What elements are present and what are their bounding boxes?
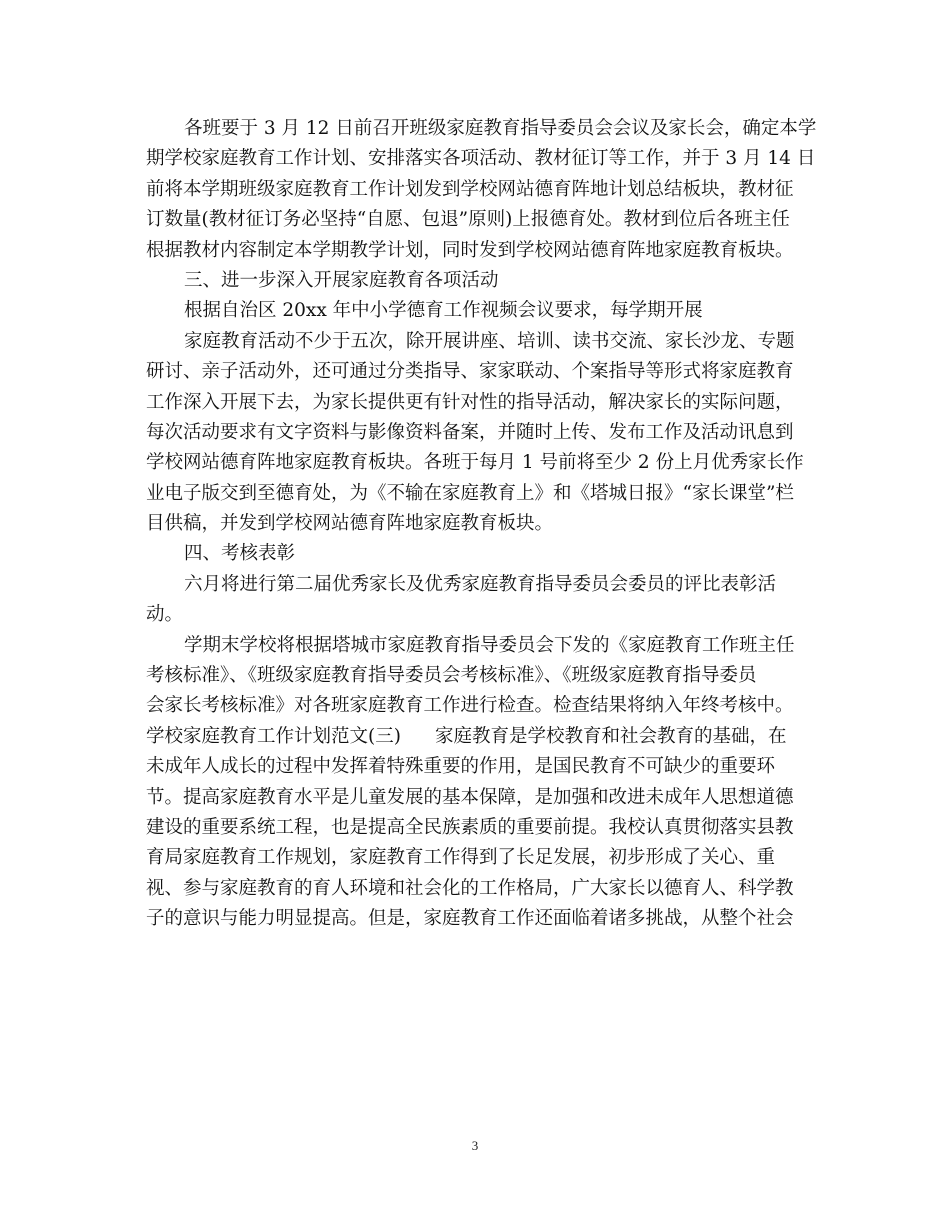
paragraph-line: 根据教材内容制定本学期教学计划，同时发到学校网站德育阵地家庭教育板块。: [146, 239, 794, 261]
paragraph-line: 根据自治区 20xx 年中小学德育工作视频会议要求，每学期开展: [184, 300, 703, 322]
paragraph-line: 会家长考核标准》对各班家庭教育工作进行检查。检查结果将纳入年终考核中。: [146, 695, 794, 717]
paragraph-line: 每次活动要求有文字资料与影像资料备案，并随时上传、发布工作及活动讯息到: [146, 421, 794, 443]
paragraph-line: 育局家庭教育工作规划，家庭教育工作得到了长足发展，初步形成了关心、重: [146, 847, 776, 869]
paragraph-line: 业电子版交到至德育处，为《不输在家庭教育上》和《塔城日报》“家长课堂”栏: [146, 482, 794, 504]
paragraph-line: 考核标准》、《班级家庭教育指导委员会考核标准》、《班级家庭教育指导委员: [146, 665, 757, 687]
paragraph-line: 子的意识与能力明显提高。但是，家庭教育工作还面临着诸多挑战，从整个社会: [146, 908, 794, 930]
paragraph-line: 各班要于 3 月 12 日前召开班级家庭教育指导委员会会议及家长会，确定本学: [184, 118, 817, 139]
paragraph-line: 前将本学期班级家庭教育工作计划发到学校网站德育阵地计划总结板块，教材征: [146, 178, 794, 200]
paragraph-line: [146, 722, 806, 752]
paragraph-line: 未成年人成长的过程中发挥着特殊重要的作用，是国民教育不可缺少的重要环: [146, 756, 776, 778]
paragraph-line: 目供稿，并发到学校网站德育阵地家庭教育板块。: [146, 513, 554, 535]
paragraph-line: 节。提高家庭教育水平是儿童发展的基本保障，是加强和改进未成年人思想道德: [146, 786, 794, 808]
section-heading: 三、进一步深入开展家庭教育各项活动: [184, 269, 499, 291]
paragraph-line: 六月将进行第二届优秀家长及优秀家庭教育指导委员会委员的评比表彰活: [184, 573, 777, 595]
paragraph-line: 期学校家庭教育工作计划、安排落实各项活动、教材征订等工作，并于 3 月 14 日: [146, 148, 816, 170]
paragraph-line: 视、参与家庭教育的育人环境和社会化的工作格局，广大家长以德育人、科学教: [146, 877, 794, 899]
paragraph-line: 建设的重要系统工程，也是提高全民族素质的重要前提。我校认真贯彻落实县教: [146, 816, 794, 838]
paragraph-text: 家庭教育是学校教育和社会教育的基础，在: [434, 725, 787, 747]
paragraph-line: 研讨、亲子活动外，还可通过分类指导、家家联动、个案指导等形式将家庭教育: [146, 361, 794, 383]
paragraph-line: 工作深入开展下去，为家长提供更有针对性的指导活动，解决家长的实际问题，: [146, 391, 794, 413]
section-heading: 四、考核表彰: [184, 543, 296, 565]
paragraph-line: 动。: [146, 604, 184, 626]
paragraph-line: 学校网站德育阵地家庭教育板块。各班于每月 1 号前将至少 2 份上月优秀家长作: [146, 452, 804, 474]
paragraph-line: 学期末学校将根据塔城市家庭教育指导委员会下发的《家庭教育工作班主任: [184, 634, 795, 656]
paragraph-line: 订数量(教材征订务必坚持“自愿、包退”原则)上报德育处。教材到位后各班主任: [146, 209, 790, 231]
page-number: 3: [471, 1138, 479, 1153]
document-title: 学校家庭教育工作计划范文(三): [146, 725, 401, 747]
paragraph-line: 家庭教育活动不少于五次，除开展讲座、培训、读书交流、家长沙龙、专题: [184, 330, 795, 352]
body-text: [146, 114, 817, 935]
